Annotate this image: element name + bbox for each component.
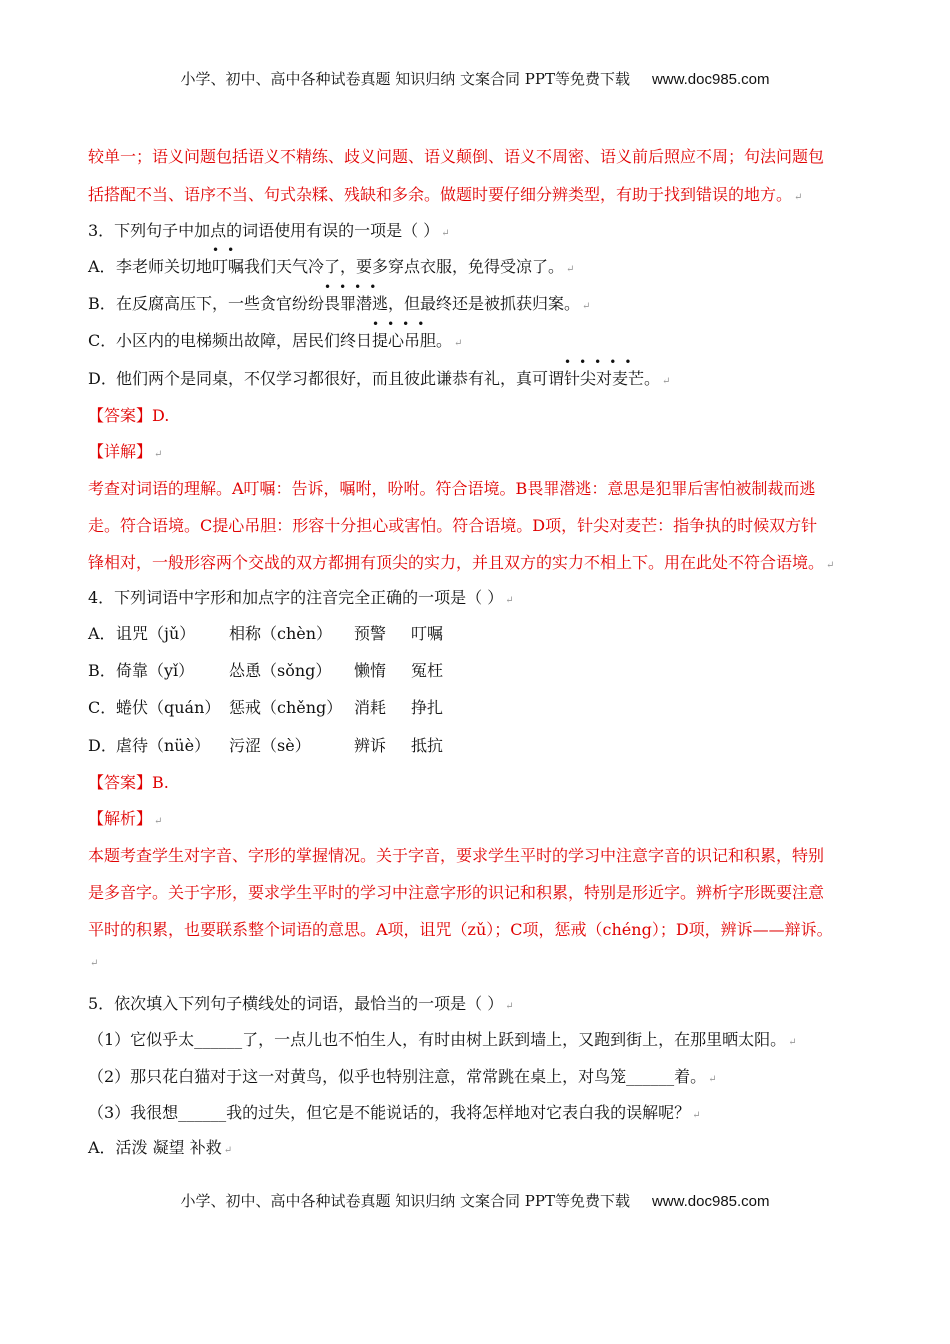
q3-detail-line-1: 考查对词语的理解。A叮嘱：告诉，嘱咐，吩咐。符合语境。B畏罪潜逃：意思是犯罪后害怕被制裁而逃 [88,479,816,498]
q4-a-word-1: 诅咒（jǔ） [116,624,196,643]
paragraph-mark: ↵ [90,958,99,969]
q4-detail-line-3: 平时的积累，也要联系整个词语的意思。A项，诅咒（zǔ）；C项，惩戒（chéng）；D项，辨诉——辩诉。 [88,920,833,939]
q3-option-b: B．在反腐高压下，一些贪官纷纷•••• 畏罪潜逃，但最终还是被抓获归案。 ↵ [88,293,590,318]
header-url[interactable]: www.doc985.com [651,71,770,88]
q4-detail-line-1: 本题考查学生对字音、字形的掌握情况。关于字音，要求学生平时的学习中注意字音的识记和积累，特别 [88,846,825,865]
q4-c-word-1: 蜷伏（quán） [116,698,221,717]
q5-sentence-2: （2）那只花白猫对于这一对黄鸟，似乎也特别注意，常常跳在桌上，对鸟笼______着。 ↵ [88,1067,717,1086]
footer-url[interactable]: www.doc985.com [651,1193,770,1210]
q4-b-label: B． [88,661,116,680]
q3-stem: 3．下列句子中加点的词语使用有误的一项是（ ） ↵ [88,221,450,240]
q5-stem: 5．依次填入下列句子横线处的词语，最恰当的一项是（ ） ↵ [88,994,514,1013]
header-text: 小学、初中、高中各种试卷真题 知识归纳 文案合同 PPT等免费下载 [180,70,630,88]
q4-b-word-3: 懒惰 [354,661,387,680]
q4-a-word-2: 相称（chèn） [229,624,333,643]
q5-option-a: A．活泼 凝望 补救 ↵ [88,1138,233,1157]
q4-c-word-4: 挣扎 [411,698,444,717]
q4-stem: 4．下列词语中字形和加点字的注音完全正确的一项是（ ） ↵ [88,588,514,607]
q4-a-word-3: 预警 [354,624,387,643]
q3-option-c: C．小区内的电梯频出故障，居民们终日•••• 提心吊胆。 ↵ [88,330,462,355]
page-footer [0,1190,950,1211]
q4-b-word-2: 怂恿（sǒng） [229,661,332,680]
q4-b-word-1: 倚靠（yǐ） [116,661,195,680]
q4-a-label: A． [88,624,116,643]
q3-detail-line-3: 锋相对，一般形容两个交战的双方都拥有顶尖的实力，并且双方的实力不相上下。用在此处不符合语境。 ↵ [88,553,835,572]
q4-detail-label: 【解析】 ↵ [88,809,163,828]
intro-line-2: 括搭配不当、语序不当、句式杂糅、残缺和多余。做题时要仔细分辨类型，有助于找到错误的地方。 ↵ [88,185,803,204]
q4-b-word-4: 冤枉 [411,661,444,680]
q4-d-word-3: 辨诉 [354,736,387,755]
q3-answer: 【答案】D. [88,406,170,425]
q4-c-label: C． [88,698,117,717]
q4-d-word-1: 虐待（nüè） [116,736,211,755]
q4-answer: 【答案】B. [88,773,169,792]
q3-detail-line-2: 走。符合语境。C提心吊胆：形容十分担心或害怕。符合语境。D项，针尖对麦芒：指争执的时候双方针 [88,516,818,535]
q4-d-label: D． [88,736,117,755]
q4-d-word-2: 污涩（sè） [229,736,311,755]
q4-c-word-2: 惩戒（chěng） [229,698,343,717]
q4-a-word-4: 叮嘱 [411,624,444,643]
intro-line-1: 较单一；语义问题包括语义不精练、歧义问题、语义颠倒、语义不周密、语义前后照应不周；句法问题包 [88,147,825,166]
footer-text: 小学、初中、高中各种试卷真题 知识归纳 文案合同 PPT等免费下载 [180,1192,630,1210]
q3-option-a: A．李老师关切地•• 叮嘱我们天气冷了，要多穿点衣服，免得受凉了。 ↵ [88,256,574,281]
q4-d-word-4: 抵抗 [411,736,444,755]
q3-detail-label: 【详解】 ↵ [88,442,163,461]
q5-sentence-3: （3）我很想______我的过失，但它是不能说话的，我将怎样地对它表白我的误解呢？ ↵ [88,1103,701,1122]
page-header [0,68,950,89]
q5-sentence-1: （1）它似乎太______了，一点儿也不怕生人，有时由树上跃到墙上，又跑到街上，在那里晒太阳。 ↵ [88,1030,797,1049]
q4-detail-line-2: 是多音字。关于字形，要求学生平时的学习中注意字形的识记和积累，特别是形近字。辨析字形既要注意 [88,883,825,902]
q3-option-d: D．他们两个是同桌，不仅学习都很好，而且彼此谦恭有礼，真可谓••••• 针尖对麦芒。 ↵ [88,368,670,393]
q4-c-word-3: 消耗 [354,698,387,717]
